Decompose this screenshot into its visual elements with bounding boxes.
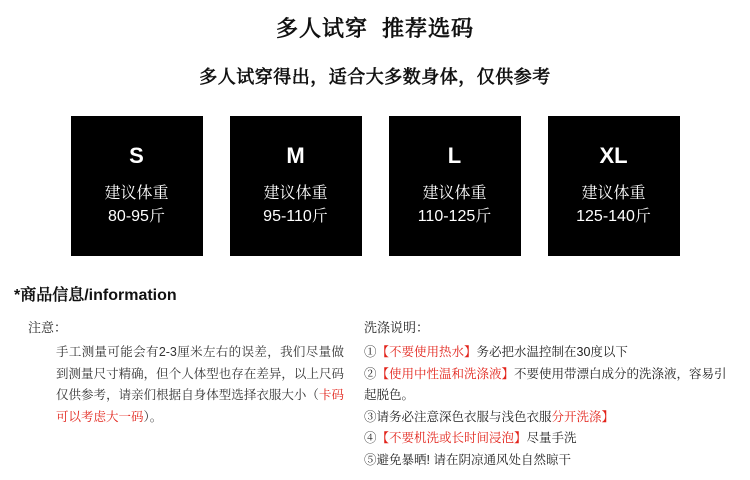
size-card-weight-label: 建议体重 [263, 184, 328, 202]
washing-item-segment: 不要使用带漂白成分 [514, 366, 627, 381]
size-card-size: XL [599, 142, 628, 168]
washing-title: 洗涤说明： [364, 320, 430, 335]
washing-instruction-item [364, 364, 734, 407]
notice-line-2: 尽量做到测量尺寸精确，但个人体型也存在差 [56, 345, 344, 381]
notice-line-4-emphasis: 卡码可以考虑大一码 [56, 388, 344, 424]
size-card-list [0, 116, 750, 256]
washing-section [344, 317, 734, 471]
washing-instruction-item [364, 450, 734, 472]
size-card-weight-label: 建议体重 [581, 184, 646, 202]
washing-item-number: ⑤ [364, 452, 377, 467]
size-card-weight-label: 建议体重 [104, 184, 169, 202]
size-card-size: L [447, 142, 462, 168]
size-card [389, 116, 521, 256]
notice-line-4-pre: 选择衣服大小（ [231, 388, 319, 402]
washing-item-segment: 请务必注意深色衣服与浅色衣服 [376, 409, 552, 424]
notice-line-3: 异，以上尺码仅供参考，请亲们根据自身体型 [56, 366, 344, 402]
washing-item-number: ② [364, 366, 377, 381]
size-card [71, 116, 203, 256]
washing-item-number: ① [364, 345, 377, 359]
size-card-weight-value: 125-140斤 [576, 208, 651, 226]
notice-line-4-post: ）。 [143, 409, 163, 424]
page-subtitle: 多人试穿得出，适合大多数身体，仅供参考 [199, 67, 551, 87]
washing-item-segment: 务必把水温控制在30度以下 [476, 345, 628, 359]
notice-section [14, 317, 344, 471]
notice-title: 注意： [28, 320, 68, 335]
washing-instruction-item [364, 428, 734, 450]
size-card-weight-label: 建议体重 [422, 184, 487, 202]
notice-line-1: 手工测量可能会有2-3厘米左右的误差，我们 [56, 345, 306, 359]
size-card-weight-value: 95-110斤 [263, 208, 328, 226]
washing-item-segment: 的洗涤液，容易引起脱色。 [364, 366, 727, 402]
washing-item-number: ④ [364, 431, 377, 445]
product-info-heading: *商品信息/information [14, 287, 177, 304]
size-card [230, 116, 362, 256]
washing-item-segment: 【使用中性温和洗涤液】 [376, 366, 515, 381]
size-card-size: M [286, 142, 305, 168]
size-card-weight-value: 80-95斤 [108, 208, 165, 226]
washing-item-segment: 避免暴晒! 请在阴凉通风处自然晾干 [376, 452, 571, 467]
washing-instruction-list [364, 342, 734, 471]
washing-item-segment: 尽量手洗 [526, 431, 577, 445]
size-card-weight-value: 110-125斤 [417, 208, 492, 226]
info-columns [0, 317, 750, 471]
page-title-part1: 多人试穿 [275, 16, 368, 41]
washing-instruction-item [364, 407, 734, 429]
washing-item-segment: 分开洗涤】 [551, 409, 615, 424]
washing-item-number: ③ [364, 409, 377, 424]
washing-instruction-item [364, 342, 734, 364]
washing-item-segment: 【不要使用热水】 [376, 345, 477, 359]
page-title [0, 0, 750, 43]
size-card [548, 116, 680, 256]
notice-body [28, 342, 344, 428]
washing-item-segment: 【不要机洗或长时间浸泡】 [376, 431, 527, 445]
page-title-part2: 推荐选码 [382, 16, 475, 41]
size-card-size: S [129, 142, 144, 168]
